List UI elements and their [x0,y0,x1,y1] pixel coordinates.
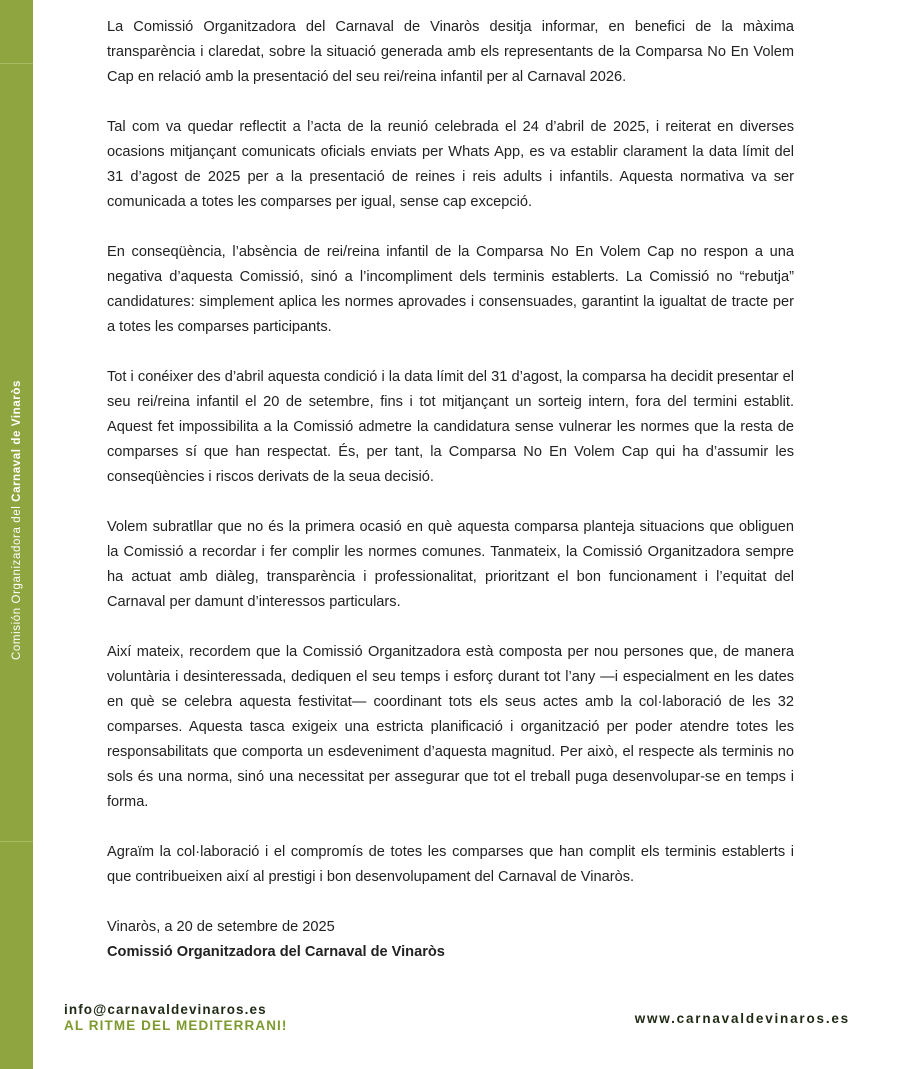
sidebar-caption [11,380,23,660]
footer-slogan: AL RITME DEL MEDITERRANI! [64,1018,288,1033]
signature-organization: Comissió Organitzadora del Carnaval de Vinaròs [107,944,445,960]
sidebar-caption-regular: Comisión Organizadora del [11,501,23,660]
letter-paragraph: En conseqüència, l’absència de rei/reina infantil de la Comparsa No En Volem Cap no respon a una negativa d’aquesta Comissió, sinó a l’incompliment dels terminis establerts. La Comissió no “rebutja” candidatures: simplement aplica les normes aprovades i consensuades, garantint la igualtat de tracte per a totes les comparses participants. [107,244,794,335]
sidebar-caption-bold: Carnaval de Vinaròs [11,380,23,502]
letter-paragraph: Tal com va quedar reflectit a l’acta de la reunió celebrada el 24 d’abril de 2025, i reiterat en diverses ocasions mitjançant comunicats oficials enviats per Whats App, es va establir clarament la data límit del 31 d’agost de 2025 per a la presentació de reines i reis adults i infantils. Aquesta normativa va ser comunicada a totes les comparses per igual, sense cap excepció. [107,119,794,210]
signature-block [107,915,794,965]
sidebar-divider [0,63,33,64]
footer-website: www.carnavaldevinaros.es [634,1011,850,1026]
sidebar-band [0,0,33,1069]
sidebar-divider [0,841,33,842]
letter-paragraph: Així mateix, recordem que la Comissió Organitzadora està composta per nou persones que, de manera voluntària i desinteressada, dediquen el seu temps i esforç durant tot l’any —i especialment en les dates en què se celebra aquesta festivitat— coordinant tots els seus actes amb la col·laboració de les 32 comparses. Aquesta tasca exigeix una estricta planificació i organització per poder atendre totes les responsabilitats que comporta un esdeveniment d’aquesta magnitud. Per això, el respecte als terminis no sols és una norma, sinó una necessitat per assegurar que tot el treball puga desenvolupar-se en temps i forma. [107,644,794,810]
letter-paragraph: La Comissió Organitzadora del Carnaval de Vinaròs desitja informar, en benefici de la màxima transparència i claredat, sobre la situació generada amb els representants de la Comparsa No En Volem Cap en relació amb la presentació del seu rei/reina infantil per al Carnaval 2026. [107,19,794,85]
letter-paragraph: Agraïm la col·laboració i el compromís de totes les comparses que han complit els terminis establerts i que contribueixen així al prestigi i bon desenvolupament del Carnaval de Vinaròs. [107,844,794,885]
letter-paragraph: Tot i conéixer des d’abril aquesta condició i la data límit del 31 d’agost, la comparsa ha decidit presentar el seu rei/reina infantil el 20 de setembre, fins i tot mitjançant un sorteig intern, fora del termini establit. Aquest fet impossibilita a la Comissió admetre la candidatura sense vulnerar les normes que la resta de comparses sí que han respectat. És, per tant, la Comparsa No En Volem Cap qui ha d’assumir les conseqüències i riscos derivats de la seua decisió. [107,369,794,485]
footer-contact [64,1002,288,1034]
signature-date: Vinaròs, a 20 de setembre de 2025 [107,919,335,935]
footer-email: info@carnavaldevinaros.es [64,1002,267,1017]
letter-body [107,15,794,965]
letter-paragraph: Volem subratllar que no és la primera ocasió en què aquesta comparsa planteja situacions que obliguen la Comissió a recordar i fer complir les normes comunes. Tanmateix, la Comissió Organitzadora sempre ha actuat amb diàleg, transparència i professionalitat, prioritzant el bon funcionament i l’equitat del Carnaval per damunt d’interessos particulars. [107,519,794,610]
